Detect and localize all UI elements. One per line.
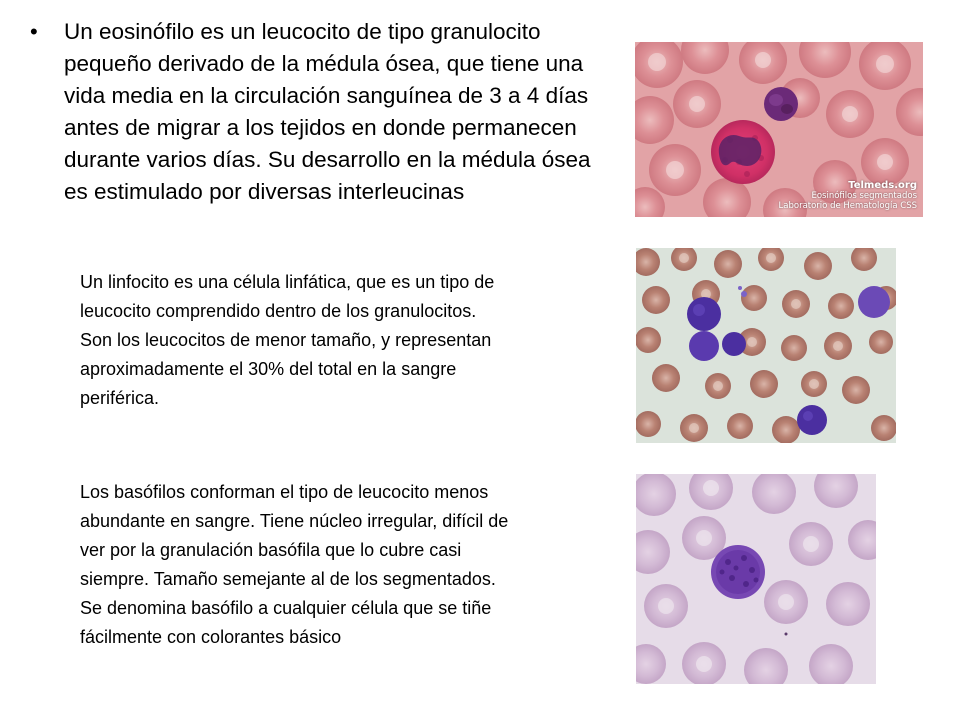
eosinofilo-watermark [779,181,917,211]
basofilo-micrograph [636,474,876,684]
linfocito-micrograph-graphic [636,248,896,443]
paragraph-basofilo: Los basófilos conforman el tipo de leucocito menos abundante en sangre. Tiene núcleo irregular, difícil de ver por la granulación basófila que lo cubre casi siempre. Tamaño semejante al de los segmentados. Se denomina basófilo a cualquier célula que se tiñe fácilmente con colorantes básico [80,482,509,647]
bullet-text-eosinofilo: Un eosinófilo es un leucocito de tipo granulocito pequeño derivado de la médula ósea, que tiene una vida media en la circulación sanguínea de 3 a 4 días antes de migrar a los tejidos en donde permanecen durante varios días. Su desarrollo en la médula ósea es estimulado por diversas interleucinas [64,19,591,204]
watermark-brand: Telmeds.org [848,180,917,191]
basofilo-micrograph-graphic [636,474,876,684]
paragraph-linfocito: Un linfocito es una célula linfática, que es un tipo de leucocito comprendido dentro de los granulocitos. Son los leucocitos de menor tamaño, y representan aproximadamente el 30% del total en la sangre periférica. [80,272,495,408]
bullet-eosinofilo [30,16,600,208]
watermark-line-1: Eosinófilos segmentados [811,191,917,201]
bullet-marker: • [30,19,38,44]
watermark-line-2: Laboratorio de Hematología CSS [778,201,917,211]
linfocito-micrograph [636,248,896,443]
eosinofilo-micrograph [635,42,923,217]
